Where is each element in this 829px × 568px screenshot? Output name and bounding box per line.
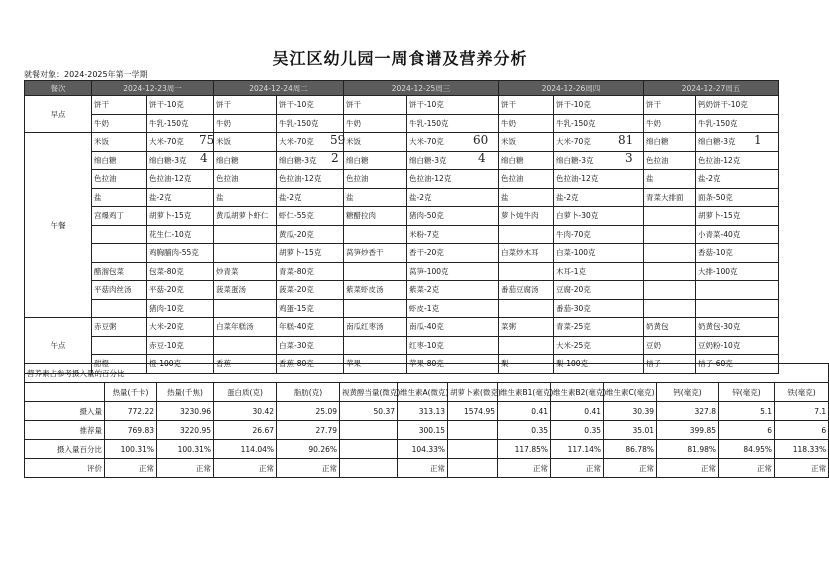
- ingredient-cell: 色拉油-12克: [147, 170, 214, 189]
- nutrient-value: [448, 440, 498, 459]
- ingredient-cell: 菠菜-20克: [277, 281, 344, 300]
- dish-cell: 牛奶: [499, 114, 554, 133]
- ingredient-cell: 胡萝卜-15克: [277, 244, 344, 263]
- ingredient-cell: 大排-100克: [696, 262, 779, 281]
- menu-row: [25, 114, 779, 133]
- ingredient-cell: 绵白糖-3克: [147, 151, 214, 170]
- dish-cell: 盐: [344, 188, 407, 207]
- nutrient-value: 30.42: [214, 402, 277, 421]
- ingredient-cell: 牛乳-150克: [554, 114, 644, 133]
- menu-row: [25, 299, 779, 318]
- dish-cell: 色拉油: [644, 151, 696, 170]
- nutrient-value: 100.31%: [105, 440, 157, 459]
- dish-cell: 豆奶: [644, 336, 696, 355]
- nutrient-value: 104.33%: [398, 440, 448, 459]
- menu-header-row: [25, 81, 779, 96]
- nutrient-value: [448, 459, 498, 478]
- ingredient-cell: 绵白糖-3克: [696, 133, 779, 152]
- ingredient-cell: 大米-70克: [147, 133, 214, 152]
- dish-cell: 炒青菜: [214, 262, 277, 281]
- dish-cell: 米饭: [92, 133, 147, 152]
- dish-cell: 莴笋炒香干: [344, 244, 407, 263]
- dish-cell: [214, 244, 277, 263]
- ingredient-cell: 紫菜-2克: [407, 281, 499, 300]
- ingredient-cell: 饼干-10克: [407, 96, 499, 115]
- dish-cell: [92, 225, 147, 244]
- menu-row: [25, 262, 779, 281]
- nutrient-value: 84.95%: [719, 440, 775, 459]
- nutrient-value: 6: [775, 421, 829, 440]
- ingredient-cell: 南瓜-40克: [407, 318, 499, 337]
- dish-cell: 黄瓜胡萝卜虾仁: [214, 207, 277, 226]
- header-meal-label: 餐次: [25, 81, 92, 96]
- ingredient-cell: 饼干-10克: [554, 96, 644, 115]
- dish-cell: 饼干: [499, 96, 554, 115]
- dish-cell: 绵白糖: [214, 151, 277, 170]
- ingredient-cell: 奶黄包-30克: [696, 318, 779, 337]
- menu-row: [25, 96, 779, 115]
- ingredient-cell: 白菜-100克: [554, 244, 644, 263]
- ingredient-cell: 大米-20克: [147, 318, 214, 337]
- nutrition-row: [25, 440, 829, 459]
- nutrient-header: 维生素B1(毫克): [498, 383, 551, 402]
- ingredient-cell: 饼干-10克: [277, 96, 344, 115]
- dish-cell: 醋溜包菜: [92, 262, 147, 281]
- ingredient-cell: 豆奶粉-10克: [696, 336, 779, 355]
- nutrition-row: [25, 459, 829, 478]
- meal-section-label: 午点: [25, 318, 92, 374]
- menu-row: [25, 170, 779, 189]
- dish-cell: [499, 299, 554, 318]
- dish-cell: [644, 299, 696, 318]
- ingredient-cell: 色拉油-12克: [407, 170, 499, 189]
- dish-cell: 萝卜炖牛肉: [499, 207, 554, 226]
- dish-cell: [499, 336, 554, 355]
- ingredient-cell: 青菜-80克: [277, 262, 344, 281]
- nutrient-value: 81.98%: [657, 440, 719, 459]
- dish-cell: 饼干: [92, 96, 147, 115]
- ingredient-cell: 青菜-25克: [554, 318, 644, 337]
- dish-cell: 牛奶: [92, 114, 147, 133]
- nutrient-value: 27.79: [277, 421, 340, 440]
- ingredient-cell: 色拉油-12克: [554, 170, 644, 189]
- ingredient-cell: 盐-2克: [407, 188, 499, 207]
- nutrient-value: 正常: [157, 459, 214, 478]
- nutrient-value: 0.35: [551, 421, 604, 440]
- dish-cell: [344, 336, 407, 355]
- header-day: 2024-12-26周四: [499, 81, 644, 96]
- handwritten-note: 4: [200, 151, 208, 165]
- ingredient-cell: 香蕉-80克: [277, 355, 344, 374]
- nutrient-value: 100.31%: [157, 440, 214, 459]
- dish-cell: 盐: [214, 188, 277, 207]
- nutrient-header: 视黄醇当量(微克): [340, 383, 398, 402]
- dish-cell: [499, 225, 554, 244]
- dish-cell: 绵白糖: [92, 151, 147, 170]
- ingredient-cell: 盐-2克: [554, 188, 644, 207]
- ingredient-cell: 虾仁-55克: [277, 207, 344, 226]
- ingredient-cell: 牛乳-150克: [147, 114, 214, 133]
- ingredient-cell: 橙-100克: [147, 355, 214, 374]
- nutrient-header: 铁(毫克): [775, 383, 829, 402]
- ingredient-cell: 桔子-60克: [696, 355, 779, 374]
- nutrient-value: 6: [719, 421, 775, 440]
- nutrient-value: 30.39: [604, 402, 657, 421]
- ingredient-cell: 小青菜-40克: [696, 225, 779, 244]
- menu-row: [25, 244, 779, 263]
- ingredient-cell: 色拉油-12克: [696, 151, 779, 170]
- ingredient-cell: 白菜-30克: [277, 336, 344, 355]
- dish-cell: 菜粥: [499, 318, 554, 337]
- dish-cell: 南瓜红枣汤: [344, 318, 407, 337]
- nutrient-value: [340, 421, 398, 440]
- nutrient-value: 正常: [214, 459, 277, 478]
- ingredient-cell: 盐-2克: [696, 170, 779, 189]
- menu-row: [25, 336, 779, 355]
- ingredient-cell: 饼干-10克: [147, 96, 214, 115]
- dish-cell: 赤豆粥: [92, 318, 147, 337]
- menu-row: [25, 188, 779, 207]
- nutrient-value: 正常: [398, 459, 448, 478]
- dish-cell: 白菜炒木耳: [499, 244, 554, 263]
- nutrient-value: 50.37: [340, 402, 398, 421]
- nutrient-header: 蛋白质(克): [214, 383, 277, 402]
- dish-cell: 奶黄包: [644, 318, 696, 337]
- dish-cell: 菠菜蛋汤: [214, 281, 277, 300]
- ingredient-cell: 黄瓜-20克: [277, 225, 344, 244]
- dish-cell: 苹果: [344, 355, 407, 374]
- ingredient-cell: 牛乳-150克: [277, 114, 344, 133]
- nutrient-value: 399.85: [657, 421, 719, 440]
- dish-cell: [214, 299, 277, 318]
- ingredient-cell: 盐-2克: [277, 188, 344, 207]
- dish-cell: 牛奶: [344, 114, 407, 133]
- handwritten-note: 60: [473, 133, 489, 147]
- dish-cell: 平菇肉丝汤: [92, 281, 147, 300]
- ingredient-cell: 香干-20克: [407, 244, 499, 263]
- ingredient-cell: 包菜-80克: [147, 262, 214, 281]
- dish-cell: 色拉油: [92, 170, 147, 189]
- header-day: 2024-12-23周一: [92, 81, 214, 96]
- header-day: 2024-12-27周五: [644, 81, 779, 96]
- nutrient-value: 86.78%: [604, 440, 657, 459]
- nutrient-value: 327.8: [657, 402, 719, 421]
- nutrient-value: 5.1: [719, 402, 775, 421]
- nutrient-value: 1574.95: [448, 402, 498, 421]
- dish-cell: [92, 244, 147, 263]
- ingredient-cell: 色拉油-12克: [277, 170, 344, 189]
- header-day: 2024-12-24周二: [214, 81, 344, 96]
- ingredient-cell: 平菇-20克: [147, 281, 214, 300]
- dish-cell: [92, 336, 147, 355]
- dish-cell: [499, 262, 554, 281]
- ingredient-cell: 绵白糖-3克: [277, 151, 344, 170]
- dish-cell: 牛奶: [214, 114, 277, 133]
- ingredient-cell: 牛肉-70克: [554, 225, 644, 244]
- ingredient-cell: 胡萝卜-15克: [147, 207, 214, 226]
- dish-cell: 色拉油: [344, 170, 407, 189]
- dish-cell: 牛奶: [644, 114, 696, 133]
- nutrition-row-label: 摄入量: [25, 402, 105, 421]
- nutrient-value: 3230.96: [157, 402, 214, 421]
- handwritten-note: 59: [330, 133, 346, 147]
- nutrient-value: 7.1: [775, 402, 829, 421]
- nutrient-header: 钙(毫克): [657, 383, 719, 402]
- header-day: 2024-12-25周三: [344, 81, 499, 96]
- dish-cell: 糖醋拉肉: [344, 207, 407, 226]
- dish-cell: 饼干: [214, 96, 277, 115]
- nutrient-value: 正常: [498, 459, 551, 478]
- menu-row: [25, 225, 779, 244]
- ingredient-cell: 花生仁-10克: [147, 225, 214, 244]
- ingredient-cell: 牛乳-150克: [407, 114, 499, 133]
- ingredient-cell: 莴笋-100克: [407, 262, 499, 281]
- nutrient-value: 正常: [277, 459, 340, 478]
- nutrient-value: 25.09: [277, 402, 340, 421]
- ingredient-cell: 面条-50克: [696, 188, 779, 207]
- nutrition-banner-row: [25, 364, 829, 383]
- dish-cell: 紫菜虾皮汤: [344, 281, 407, 300]
- ingredient-cell: 虾皮-1克: [407, 299, 499, 318]
- dish-cell: 米饭: [499, 133, 554, 152]
- ingredient-cell: 猪肉-10克: [147, 299, 214, 318]
- nutrient-value: [340, 440, 398, 459]
- ingredient-cell: 苹果-80克: [407, 355, 499, 374]
- handwritten-note: 4: [478, 151, 486, 165]
- dish-cell: 甜橙: [92, 355, 147, 374]
- ingredient-cell: 鸡蛋-15克: [277, 299, 344, 318]
- dish-cell: [644, 281, 696, 300]
- dish-cell: 番茄豆腐汤: [499, 281, 554, 300]
- nutrition-corner: [25, 383, 105, 402]
- dish-cell: 米饭: [344, 133, 407, 152]
- dish-cell: [214, 225, 277, 244]
- nutrient-value: 35.01: [604, 421, 657, 440]
- dish-cell: 桔子: [644, 355, 696, 374]
- nutrient-value: 300.15: [398, 421, 448, 440]
- nutrient-header: 维生素A(微克): [398, 383, 448, 402]
- nutrition-header-row: [25, 383, 829, 402]
- ingredient-cell: 赤豆-10克: [147, 336, 214, 355]
- dish-cell: 宫爆鸡丁: [92, 207, 147, 226]
- menu-row: [25, 207, 779, 226]
- nutrient-value: 正常: [105, 459, 157, 478]
- dish-cell: [644, 244, 696, 263]
- dish-cell: 盐: [644, 170, 696, 189]
- nutrient-header: 锌(毫克): [719, 383, 775, 402]
- dish-cell: 青菜大排面: [644, 188, 696, 207]
- nutrient-value: 正常: [775, 459, 829, 478]
- nutrient-header: 维生素B2(毫克): [551, 383, 604, 402]
- nutrient-value: 0.35: [498, 421, 551, 440]
- ingredient-cell: 大米-70克: [407, 133, 499, 152]
- ingredient-cell: 豆腐-20克: [554, 281, 644, 300]
- nutrition-row-label: 摄入量百分比: [25, 440, 105, 459]
- dish-cell: 饼干: [644, 96, 696, 115]
- nutrient-value: 313.13: [398, 402, 448, 421]
- menu-row: [25, 133, 779, 152]
- dish-cell: 盐: [499, 188, 554, 207]
- nutrition-row: [25, 402, 829, 421]
- dish-cell: [344, 299, 407, 318]
- ingredient-cell: 绵白糖-3克: [554, 151, 644, 170]
- nutrient-value: 90.26%: [277, 440, 340, 459]
- ingredient-cell: 大米-70克: [554, 133, 644, 152]
- dish-cell: [92, 299, 147, 318]
- meal-section-label: 午餐: [25, 133, 92, 318]
- dish-cell: 绵白糖: [644, 133, 696, 152]
- menu-row: [25, 318, 779, 337]
- handwritten-note: 75: [199, 133, 215, 147]
- ingredient-cell: 香菇-10克: [696, 244, 779, 263]
- nutrient-value: [340, 459, 398, 478]
- menu-row: [25, 281, 779, 300]
- dish-cell: 饼干: [344, 96, 407, 115]
- nutrient-value: 772.22: [105, 402, 157, 421]
- nutrient-value: 26.67: [214, 421, 277, 440]
- nutrient-value: 3220.95: [157, 421, 214, 440]
- nutrition-row: [25, 421, 829, 440]
- nutrient-value: 117.85%: [498, 440, 551, 459]
- dish-cell: [344, 225, 407, 244]
- dish-cell: 色拉油: [214, 170, 277, 189]
- nutrition-row-label: 评价: [25, 459, 105, 478]
- handwritten-note: 3: [625, 151, 633, 165]
- dining-target: 就餐对象：2024-2025年第一学期: [24, 70, 148, 79]
- nutrient-value: 正常: [551, 459, 604, 478]
- dish-cell: 香蕉: [214, 355, 277, 374]
- nutrient-header: 热量(千焦): [157, 383, 214, 402]
- ingredient-cell: 米粉-7克: [407, 225, 499, 244]
- nutrient-value: 正常: [657, 459, 719, 478]
- ingredient-cell: 钙奶饼干-10克: [696, 96, 779, 115]
- dish-cell: 盐: [92, 188, 147, 207]
- nutrient-value: [448, 421, 498, 440]
- ingredient-cell: 白萝卜-30克: [554, 207, 644, 226]
- ingredient-cell: 猪肉-50克: [407, 207, 499, 226]
- ingredient-cell: 牛乳-150克: [696, 114, 779, 133]
- nutrient-header: 胡萝卜素(微克): [448, 383, 498, 402]
- ingredient-cell: 红枣-10克: [407, 336, 499, 355]
- nutrition-table: [24, 363, 829, 478]
- dish-cell: [644, 262, 696, 281]
- nutrient-value: 117.14%: [551, 440, 604, 459]
- ingredient-cell: 大米-70克: [277, 133, 344, 152]
- handwritten-note: 1: [754, 133, 762, 147]
- dish-cell: [644, 225, 696, 244]
- ingredient-cell: 绵白糖-3克: [407, 151, 499, 170]
- nutrition-row-label: 推荐量: [25, 421, 105, 440]
- nutrient-header: 脂肪(克): [277, 383, 340, 402]
- dish-cell: 米饭: [214, 133, 277, 152]
- ingredient-cell: 年糕-40克: [277, 318, 344, 337]
- dish-cell: [644, 207, 696, 226]
- ingredient-cell: 胡萝卜-15克: [696, 207, 779, 226]
- dish-cell: 绵白糖: [499, 151, 554, 170]
- dish-cell: [344, 262, 407, 281]
- ingredient-cell: [696, 299, 779, 318]
- ingredient-cell: 梨-100克: [554, 355, 644, 374]
- nutrient-value: 正常: [719, 459, 775, 478]
- dish-cell: [214, 336, 277, 355]
- menu-row: [25, 151, 779, 170]
- handwritten-note: 81: [618, 133, 634, 147]
- meal-section-label: 早点: [25, 96, 92, 133]
- nutrient-value: 正常: [604, 459, 657, 478]
- nutrient-value: 769.83: [105, 421, 157, 440]
- ingredient-cell: 番茄-30克: [554, 299, 644, 318]
- dish-cell: 色拉油: [499, 170, 554, 189]
- dish-cell: 绵白糖: [344, 151, 407, 170]
- dish-cell: 白菜年糕汤: [214, 318, 277, 337]
- nutrient-value: 114.04%: [214, 440, 277, 459]
- nutrient-value: 0.41: [551, 402, 604, 421]
- nutrition-banner: 营养素占参考摄入量的百分比: [25, 364, 829, 383]
- nutrient-header: 热量(千卡): [105, 383, 157, 402]
- ingredient-cell: 大米-25克: [554, 336, 644, 355]
- dish-cell: 梨: [499, 355, 554, 374]
- ingredient-cell: [696, 281, 779, 300]
- nutrient-value: 118.33%: [775, 440, 829, 459]
- page-title: 吴江区幼儿园一周食谱及营养分析: [272, 49, 528, 68]
- ingredient-cell: 木耳-1克: [554, 262, 644, 281]
- ingredient-cell: 盐-2克: [147, 188, 214, 207]
- handwritten-note: 2: [331, 151, 339, 165]
- nutrient-header: 维生素C(毫克): [604, 383, 657, 402]
- weekly-menu-table: [24, 80, 779, 374]
- ingredient-cell: 鸡胸脯肉-55克: [147, 244, 214, 263]
- nutrient-value: 0.41: [498, 402, 551, 421]
